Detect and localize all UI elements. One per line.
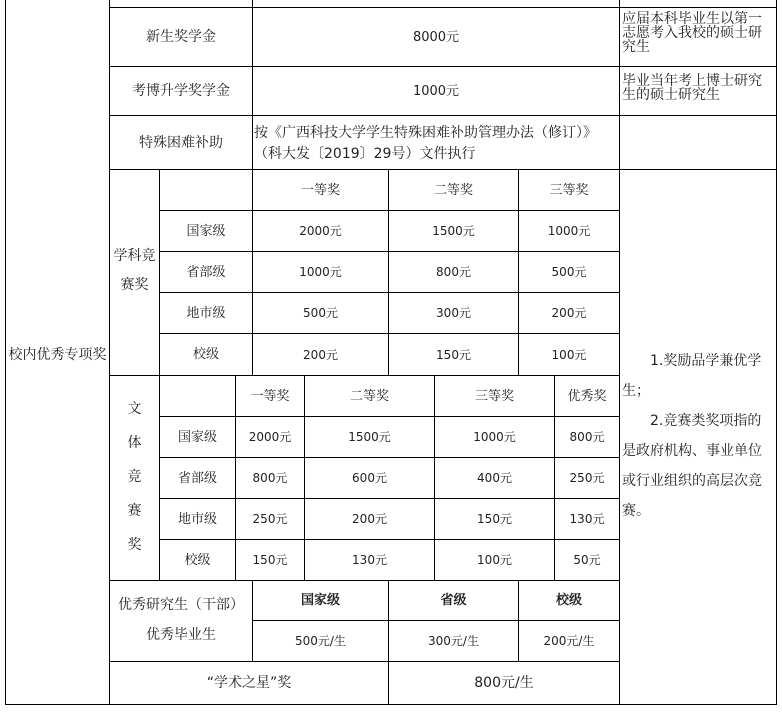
academic-level: 省部级: [186, 264, 226, 280]
arts-label-char: 文: [127, 401, 142, 417]
note-1a: 1.奖励品学兼优学: [650, 353, 762, 369]
academic-star-name: “学术之星”奖: [206, 675, 292, 691]
academic-value: 1000元: [547, 224, 591, 238]
arts-label-char: 竞: [127, 469, 142, 485]
arts-value: 250元: [252, 512, 288, 526]
note-2c: 或行业组织的高层次竞: [622, 473, 762, 489]
academic-value: 100元: [551, 347, 587, 362]
arts-label-char: 体: [127, 435, 142, 451]
note-2a: 2.竞赛类奖项指的: [650, 413, 762, 429]
excellent-label-2: 优秀毕业生: [146, 627, 216, 643]
arts-value: 400元: [477, 471, 512, 485]
note-2d: 赛。: [622, 503, 650, 519]
new-student-name: 新生奖学金: [146, 29, 216, 45]
hardship-line2: （科大发〔2019〕29号）文件执行: [254, 146, 476, 162]
hardship-name: 特殊困难补助: [139, 134, 223, 151]
arts-value: 200元: [352, 512, 387, 526]
arts-value: 800元: [252, 471, 288, 485]
arts-value: 1500元: [348, 430, 391, 444]
academic-value: 2000元: [299, 224, 342, 238]
academic-col-third: 三等奖: [549, 182, 589, 198]
arts-value: 800元: [569, 430, 605, 444]
arts-value: 600元: [352, 471, 387, 485]
hardship-line1: 按《广西科技大学学生特殊困难补助管理办法（修订）》: [254, 125, 597, 141]
phd-exam-amount: 1000元: [412, 83, 460, 99]
arts-label-char: 赛: [127, 503, 142, 519]
phd-exam-name: 考博升学奖学金: [132, 83, 230, 99]
academic-level: 国家级: [186, 223, 226, 239]
arts-value: 130元: [352, 553, 387, 567]
arts-value: 150元: [477, 512, 512, 526]
arts-col: 二等奖: [349, 388, 389, 404]
arts-level: 地市级: [177, 511, 217, 527]
excellent-col: 国家级: [300, 593, 340, 608]
academic-value: 800元: [436, 265, 471, 279]
note-1b: 生；: [622, 383, 650, 399]
excellent-col: 省级: [440, 593, 467, 608]
arts-value: 150元: [252, 553, 288, 567]
arts-value: 100元: [477, 553, 512, 567]
arts-col: 三等奖: [474, 388, 514, 404]
arts-value: 250元: [569, 471, 605, 485]
arts-col: 优秀奖: [567, 388, 607, 404]
arts-value: 130元: [569, 512, 605, 526]
academic-value: 200元: [303, 347, 338, 362]
arts-col: 一等奖: [250, 388, 290, 404]
academic-value: 300元: [436, 306, 471, 320]
academic-value: 500元: [303, 306, 338, 320]
academic-level: 校级: [192, 347, 219, 362]
arts-value: 2000元: [248, 430, 292, 444]
academic-star-amount: 800元/生: [474, 675, 534, 691]
arts-label-char: 奖: [127, 537, 142, 553]
academic-label-line2: 赛奖: [120, 277, 149, 293]
academic-value: 500元: [551, 265, 587, 279]
academic-value: 1500元: [432, 224, 475, 238]
excellent-value: 300元/生: [428, 634, 479, 648]
academic-level: 地市级: [186, 305, 226, 321]
new-student-note: 应届本科毕业生以第一志愿考入我校的硕士研究生: [622, 11, 762, 55]
excellent-value: 200元/生: [543, 634, 595, 648]
academic-label-line1: 学科竞: [113, 248, 156, 264]
arts-label: [110, 402, 159, 552]
category-label: 校内优秀专项奖: [8, 347, 107, 363]
phd-exam-note: 毕业当年考上博士研究生的硕士研究生: [622, 73, 762, 103]
arts-level: 国家级: [177, 429, 217, 445]
academic-value: 200元: [551, 306, 587, 320]
academic-value: 150元: [436, 347, 471, 362]
academic-value: 1000元: [299, 265, 342, 279]
academic-col-first: 一等奖: [300, 182, 340, 198]
new-student-amount: 8000元: [412, 29, 460, 45]
academic-col-second: 二等奖: [433, 182, 473, 198]
excellent-label-1: 优秀研究生（干部）: [118, 597, 244, 613]
arts-level: 省部级: [177, 470, 217, 486]
note-2b: 是政府机构、事业单位: [622, 443, 762, 459]
excellent-value: 500元/生: [295, 634, 346, 648]
excellent-col: 校级: [555, 593, 582, 608]
arts-level: 校级: [184, 552, 211, 568]
arts-value: 1000元: [473, 430, 516, 444]
arts-value: 50元: [573, 553, 601, 567]
